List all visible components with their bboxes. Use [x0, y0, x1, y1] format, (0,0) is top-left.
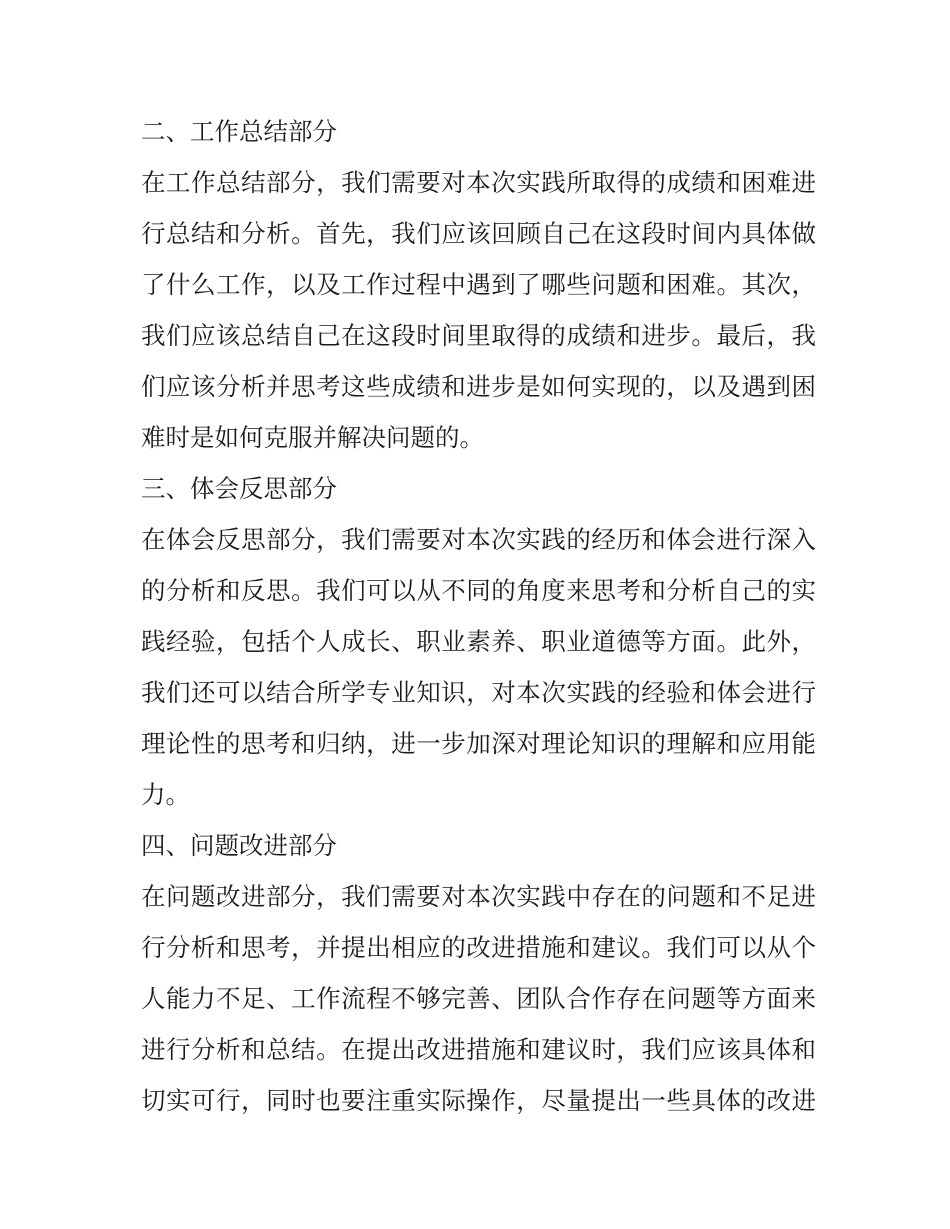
paragraph-line: 理论性的思考和归纳，进一步加深对理论知识的理解和应用能 [141, 729, 816, 758]
paragraph-line: 行总结和分析。首先，我们应该回顾自己在这段时间内具体做 [141, 219, 816, 248]
paragraph-line: 进行分析和总结。在提出改进措施和建议时，我们应该具体和 [141, 1035, 816, 1064]
section-improvement [141, 820, 816, 1126]
paragraph-line: 切实可行，同时也要注重实际操作，尽量提出一些具体的改进 [141, 1086, 816, 1115]
paragraph-line: 在工作总结部分，我们需要对本次实践所取得的成绩和困难进 [141, 168, 816, 197]
section-heading: 二、工作总结部分 [141, 117, 337, 146]
paragraph-line: 了什么工作，以及工作过程中遇到了哪些问题和困难。其次， [141, 270, 816, 299]
section-paragraph [141, 157, 816, 463]
paragraph-line: 人能力不足、工作流程不够完善、团队合作存在问题等方面来 [141, 984, 816, 1013]
document-body [141, 106, 816, 1126]
paragraph-line: 践经验，包括个人成长、职业素养、职业道德等方面。此外， [141, 627, 816, 656]
section-paragraph [141, 514, 816, 820]
paragraph-line: 们应该分析并思考这些成绩和进步是如何实现的，以及遇到困 [141, 372, 816, 401]
paragraph-line: 难时是如何克服并解决问题的。 [141, 423, 484, 452]
paragraph-line: 力。 [141, 780, 190, 809]
paragraph-line: 的分析和反思。我们可以从不同的角度来思考和分析自己的实 [141, 576, 816, 605]
section-heading: 三、体会反思部分 [141, 474, 337, 503]
section-paragraph [141, 871, 816, 1126]
paragraph-line: 我们应该总结自己在这段时间里取得的成绩和进步。最后，我 [141, 321, 816, 350]
paragraph-line: 行分析和思考，并提出相应的改进措施和建议。我们可以从个 [141, 933, 816, 962]
paragraph-line: 在体会反思部分，我们需要对本次实践的经历和体会进行深入 [141, 525, 816, 554]
section-reflection [141, 463, 816, 820]
paragraph-line: 我们还可以结合所学专业知识，对本次实践的经验和体会进行 [141, 678, 816, 707]
section-work-summary [141, 106, 816, 463]
paragraph-line: 在问题改进部分，我们需要对本次实践中存在的问题和不足进 [141, 882, 816, 911]
section-heading: 四、问题改进部分 [141, 831, 337, 860]
